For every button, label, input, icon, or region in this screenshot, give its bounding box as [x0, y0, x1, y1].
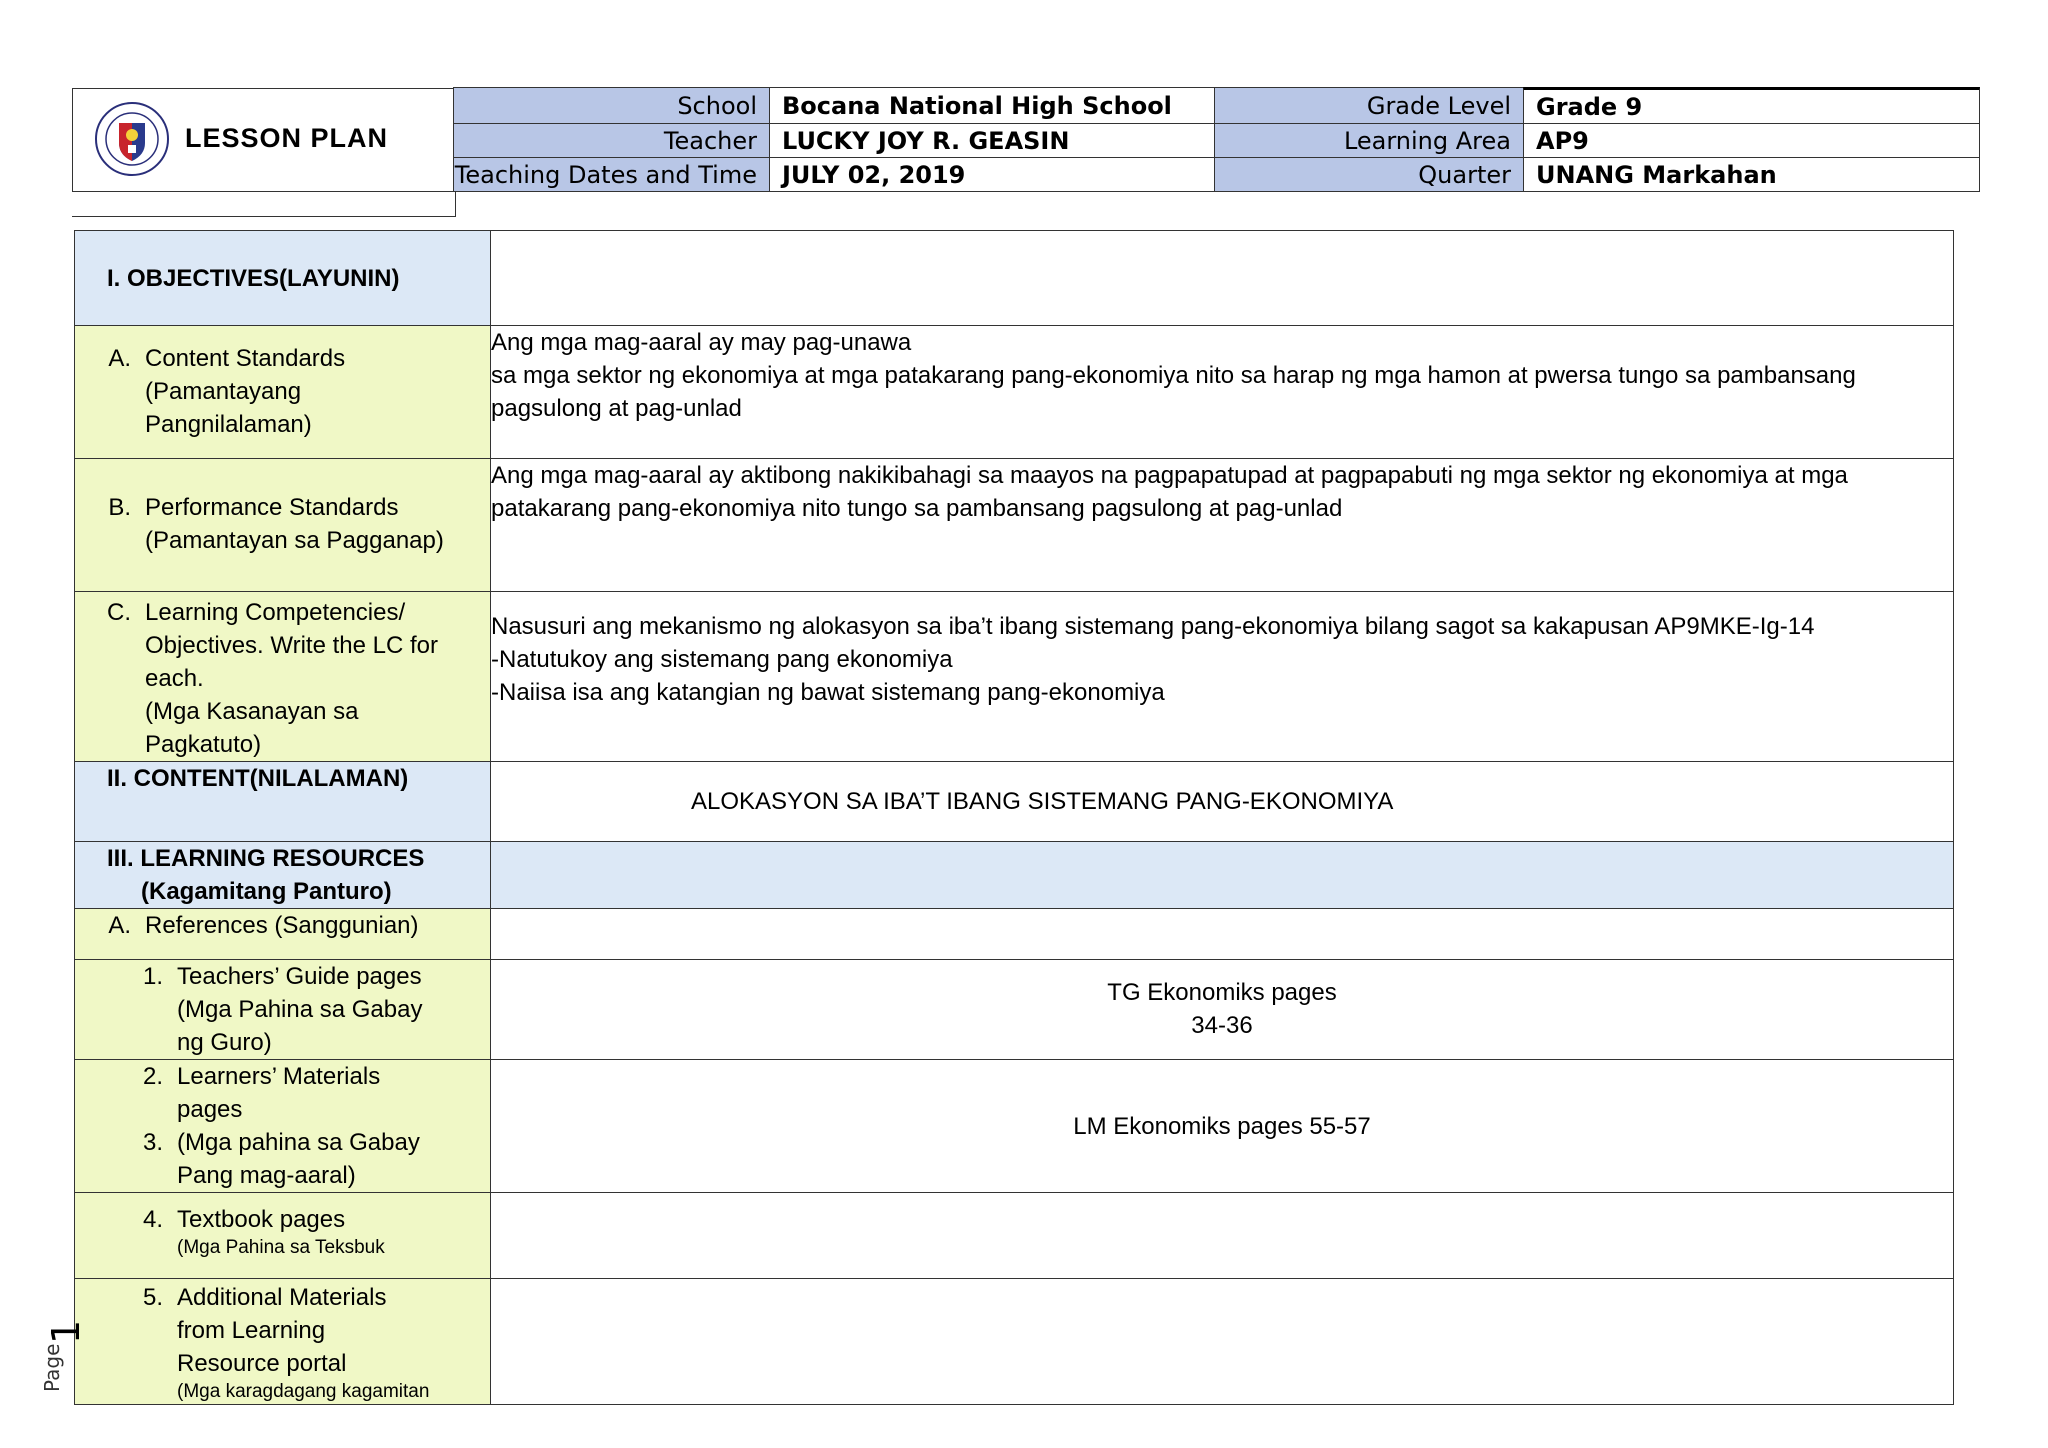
quarter-value: UNANG Markahan	[1523, 157, 1980, 192]
label-line: (Kagamitang Panturo)	[141, 878, 392, 905]
logo-box	[72, 88, 454, 192]
label-line: Learners’ Materials	[177, 1063, 381, 1090]
label-line: Performance Standards	[145, 494, 399, 521]
value-line: Ang mga mag-aaral ay aktibong nakikibahagi sa maayos na pagpapatupad at pagpapabuti ng mga sektor ng ekonomiya at mga	[491, 462, 1848, 489]
teachers-guide-number: 1.	[142, 963, 163, 990]
label-line: Content Standards	[145, 345, 346, 372]
label-line: from Learning	[177, 1317, 326, 1344]
label-subline: (Mga karagdagang kagamitan	[177, 1381, 430, 1402]
teachers-guide-label	[75, 960, 491, 1060]
content-value: ALOKASYON SA IBA’T IBANG SISTEMANG PANG-EKONOMIYA	[491, 762, 1954, 842]
page-number	[40, 1300, 100, 1400]
label-line: (Mga pahina sa Gabay	[177, 1129, 420, 1156]
label-line: pages	[177, 1096, 243, 1123]
teaching-dates-label: Teaching Dates and Time	[453, 157, 770, 192]
teachers-guide-value	[491, 960, 1954, 1060]
label-line: Teachers’ Guide pages	[177, 963, 422, 990]
value-line: Ang mga mag-aaral ay may pag-unawa	[491, 329, 912, 356]
label-line: (Mga Pahina sa Gabay	[177, 996, 423, 1023]
performance-standards-row	[75, 459, 1954, 592]
teachers-guide-row	[75, 960, 1954, 1060]
references-row	[75, 909, 1954, 960]
header-info-grid	[454, 88, 1980, 192]
learners-materials-number: 2.	[142, 1063, 163, 1090]
label-line: Resource portal	[177, 1350, 347, 1377]
resources-row	[75, 842, 1954, 909]
label-subline: (Mga Pahina sa Teksbuk	[177, 1237, 385, 1258]
value-line: TG Ekonomiks pages	[1107, 979, 1337, 1006]
learning-area-label: Learning Area	[1214, 123, 1524, 158]
references-letter: A.	[108, 912, 131, 939]
content-standards-letter: A.	[108, 345, 131, 372]
content-row	[75, 762, 1954, 842]
references-value	[491, 909, 1954, 960]
page-title: LESSON PLAN	[185, 123, 389, 153]
additional-materials-number: 5.	[142, 1284, 163, 1311]
objectives-label: I. OBJECTIVES(LAYUNIN)	[75, 231, 491, 326]
competencies-letter: C.	[107, 599, 131, 626]
competencies-value	[491, 592, 1954, 762]
page-number-value: 1	[44, 1319, 88, 1344]
performance-standards-letter: B.	[108, 494, 131, 521]
performance-standards-label	[75, 459, 491, 592]
objectives-value	[491, 231, 1954, 326]
additional-materials-value	[491, 1279, 1954, 1405]
learners-materials-value: LM Ekonomiks pages 55-57	[491, 1060, 1954, 1193]
label-line: III. LEARNING RESOURCES	[107, 845, 425, 872]
value-line: pagsulong at pag-unlad	[491, 395, 742, 422]
resources-label	[75, 842, 491, 909]
textbook-row	[75, 1193, 1954, 1279]
learning-area-value: AP9	[1523, 123, 1980, 158]
quarter-label: Quarter	[1214, 157, 1524, 192]
lesson-plan-header	[72, 88, 1980, 194]
label-line: (Pamantayan sa Pagganap)	[145, 527, 444, 554]
learners-materials-number: 3.	[142, 1129, 163, 1156]
school-label: School	[453, 87, 770, 124]
teacher-value: LUCKY JOY R. GEASIN	[769, 123, 1215, 158]
content-label: II. CONTENT(NILALAMAN)	[75, 762, 491, 842]
value-line: patakarang pang-ekonomiya nito tungo sa pambansang pagsulong at pag-unlad	[491, 495, 1343, 522]
additional-materials-label	[75, 1279, 491, 1405]
textbook-number: 4.	[142, 1206, 163, 1233]
label-line: Pangnilalaman)	[145, 411, 312, 438]
label-line: Pagkatuto)	[145, 731, 262, 758]
label-line: each.	[145, 665, 204, 692]
content-standards-value	[491, 326, 1954, 459]
label-line: Additional Materials	[177, 1284, 387, 1311]
competencies-label	[75, 592, 491, 762]
school-value: Bocana National High School	[769, 87, 1215, 124]
value-line: Nasusuri ang mekanismo ng alokasyon sa iba’t ibang sistemang pang-ekonomiya bilang sagot sa kakapusan AP9MKE-Ig-14	[491, 613, 1815, 640]
label-line: Objectives. Write the LC for	[145, 632, 438, 659]
label-line: (Pamantayang	[145, 378, 302, 405]
additional-materials-row	[75, 1279, 1954, 1405]
objectives-row	[75, 231, 1954, 326]
textbook-label	[75, 1193, 491, 1279]
textbook-value	[491, 1193, 1954, 1279]
value-line: 34-36	[1191, 1012, 1253, 1039]
resources-value	[491, 842, 1954, 909]
value-line: -Naiisa isa ang katangian ng bawat sistemang pang-ekonomiya	[491, 679, 1165, 706]
label-line: (Mga Kasanayan sa	[145, 698, 359, 725]
learners-materials-row	[75, 1060, 1954, 1193]
performance-standards-value	[491, 459, 1954, 592]
grade-level-label: Grade Level	[1214, 87, 1524, 124]
grade-level-value: Grade 9	[1523, 87, 1980, 124]
content-standards-row	[75, 326, 1954, 459]
content-standards-label	[75, 326, 491, 459]
references-label	[75, 909, 491, 960]
value-line: sa mga sektor ng ekonomiya at mga patakarang pang-ekonomiya nito sa harap ng mga hamon at pwersa tungo sa pambansang	[491, 362, 1856, 389]
label-line: Learning Competencies/	[145, 599, 406, 626]
value-line: -Natutukoy ang sistemang pang ekonomiya	[491, 646, 953, 673]
page-word: Page	[40, 1343, 64, 1392]
lesson-plan-table	[74, 230, 1954, 1405]
deped-seal-icon	[95, 101, 169, 177]
competencies-row	[75, 592, 1954, 762]
label-line: ng Guro)	[177, 1029, 272, 1056]
teaching-dates-value: JULY 02, 2019	[769, 157, 1215, 192]
logo-box-underline	[72, 192, 456, 217]
teacher-label: Teacher	[453, 123, 770, 158]
learners-materials-label	[75, 1060, 491, 1193]
label-line: Pang mag-aaral)	[177, 1162, 356, 1189]
label-line: Textbook pages	[177, 1206, 346, 1233]
label-line: References (Sanggunian)	[145, 912, 419, 939]
